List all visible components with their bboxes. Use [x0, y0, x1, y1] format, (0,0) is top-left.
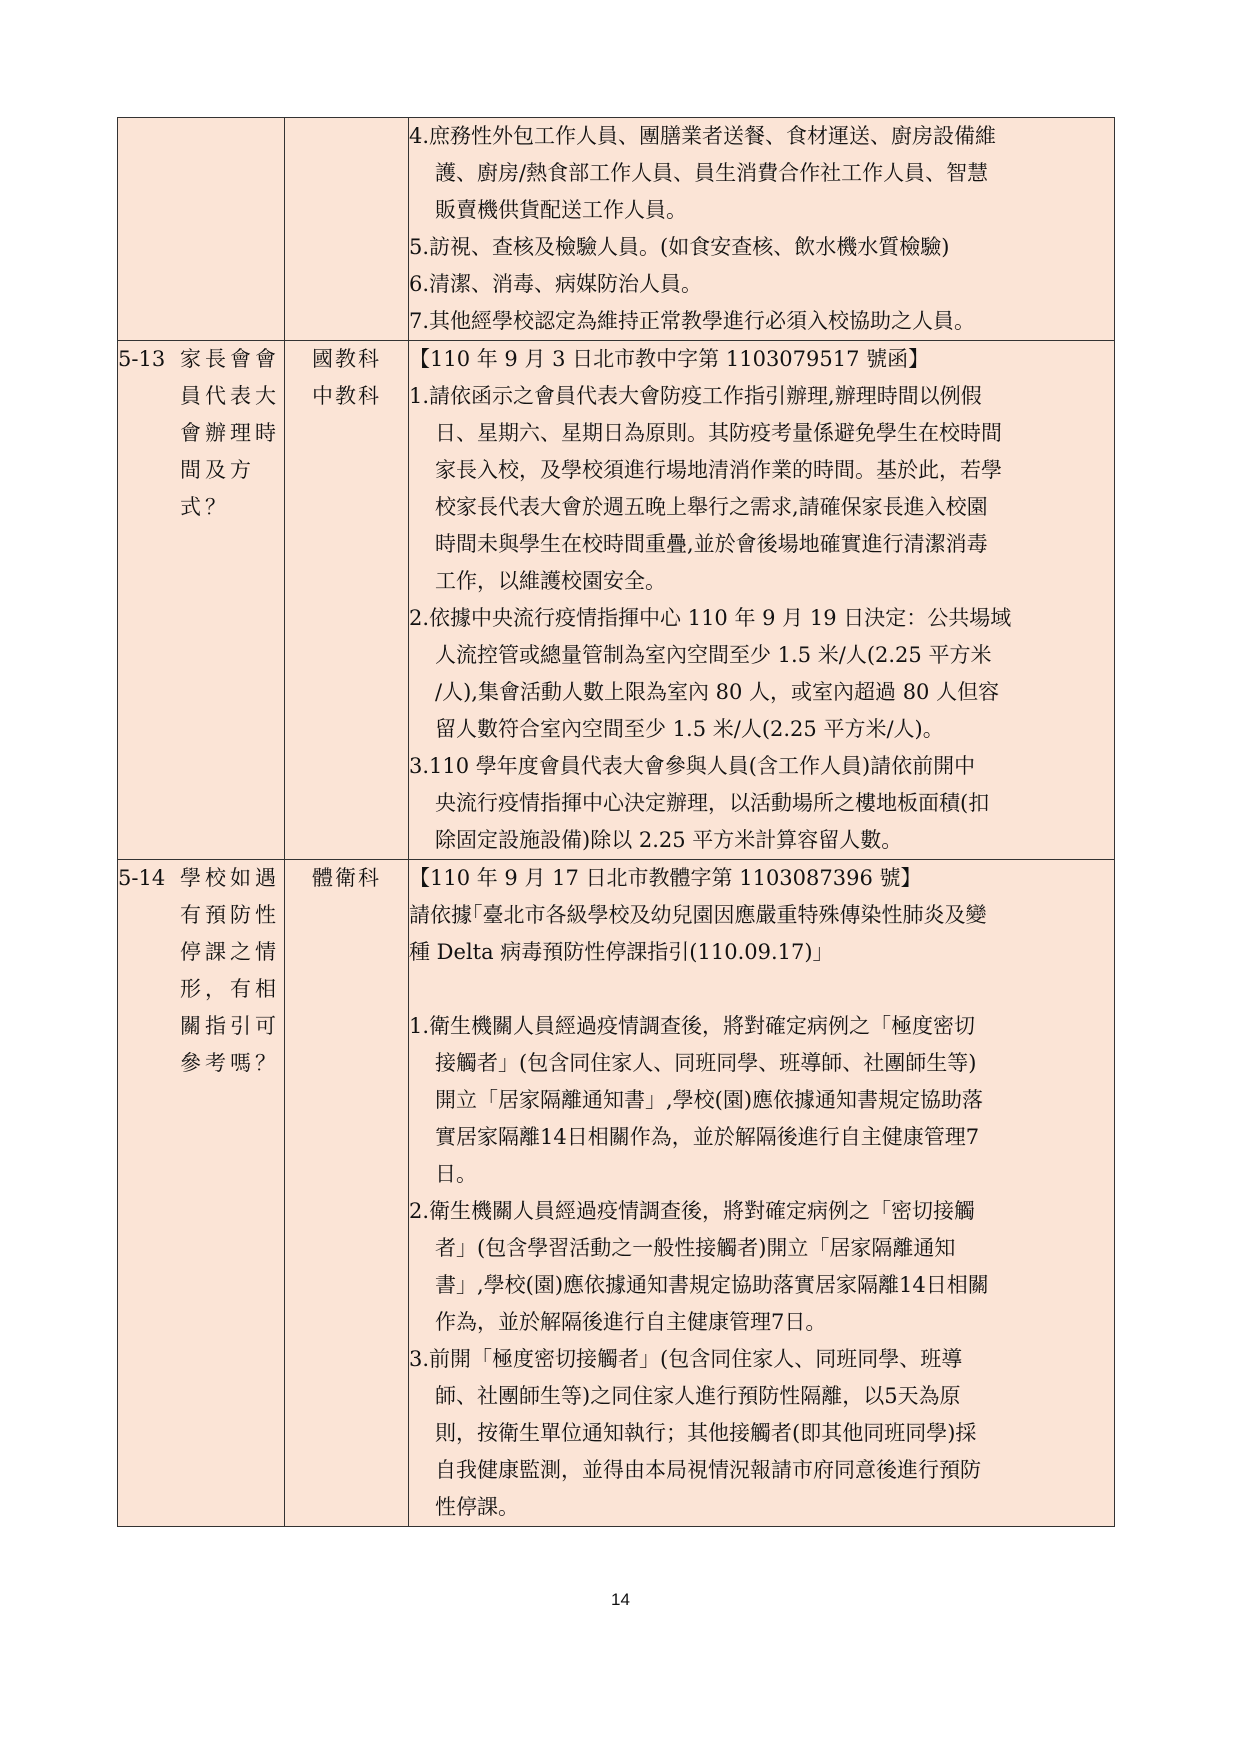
answer-line: 時間未與學生在校時間重疊,並於會後場地確實進行清潔消毒 [435, 532, 988, 556]
department-name: 國教科 [312, 347, 381, 371]
question-line [118, 971, 284, 1008]
answer-line: 3.110 學年度會員代表大會參與人員(含工作人員)請依前開中 [409, 754, 976, 778]
question-number [118, 415, 180, 452]
question-text: 參考嗎？ [180, 1051, 280, 1075]
question-number [118, 1008, 180, 1045]
question-text: 關指引可 [180, 1014, 280, 1038]
question-text: 員代表大 [180, 384, 280, 408]
answer-line: 工作，以維護校園安全。 [435, 569, 666, 593]
question-number [118, 971, 180, 1008]
answer-line: /人),集會活動人數上限為室內 80 人，或室內超過 80 人但容 [435, 680, 1000, 704]
question-text: 有預防性 [180, 903, 280, 927]
answer-line: 接觸者」(包含同住家人、同班同學、班導師、社團師生等) [435, 1051, 977, 1075]
answer-cell [409, 118, 1115, 341]
question-line [118, 415, 284, 452]
answer-line: 5.訪視、查核及檢驗人員。(如食安查核、飲水機水質檢驗) [409, 235, 950, 259]
answer-cell [409, 341, 1115, 860]
answer-line: 7.其他經學校認定為維持正常教學進行必須入校協助之人員。 [409, 309, 976, 333]
page-number: 14 [611, 1590, 630, 1609]
answer-line: 2.依據中央流行疫情指揮中心 110 年 9 月 19 日決定：公共場域 [409, 606, 1012, 630]
question-cell [118, 118, 285, 341]
department-cell [285, 341, 409, 860]
question-line [118, 378, 284, 415]
answer-line: 日。 [435, 1162, 477, 1186]
question-number: 5-14 [118, 866, 166, 890]
department-name: 體衛科 [312, 866, 381, 890]
table-row [118, 341, 1115, 860]
answer-line: 開立「居家隔離通知書」,學校(園)應依據通知書規定協助落 [435, 1088, 984, 1112]
answer-line: 留人數符合室內空間至少 1.5 米/人(2.25 平方米/人)。 [435, 717, 944, 741]
answer-line: 請依據｢臺北市各級學校及幼兒園因應嚴重特殊傳染性肺炎及變 [409, 903, 987, 927]
question-text: 家長會會 [180, 347, 280, 371]
answer-cell [409, 860, 1115, 1527]
answer-line: 販賣機供貨配送工作人員。 [435, 198, 687, 222]
question-line [118, 860, 284, 897]
question-cell [118, 860, 285, 1527]
question-number [118, 452, 180, 489]
answer-line: 校家長代表大會於週五晚上舉行之需求,請確保家長進入校園 [435, 495, 988, 519]
faq-table-body [118, 118, 1115, 1527]
answer-line: 護、廚房/熱食部工作人員、員生消費合作社工作人員、智慧 [435, 161, 989, 185]
answer-line: 性停課。 [435, 1495, 519, 1519]
answer-line: 央流行疫情指揮中心決定辦理，以活動場所之樓地板面積(扣 [435, 791, 990, 815]
answer-line: 實居家隔離14日相關作為，並於解隔後進行自主健康管理7 [435, 1125, 980, 1149]
answer-line: 種 Delta 病毒預防性停課指引(110.09.17)」 [409, 940, 834, 964]
answer-line: 【110 年 9 月 3 日北市教中字第 1103079517 號函】 [409, 347, 930, 371]
question-line [118, 1008, 284, 1045]
answer-line: 除固定設施設備)除以 2.25 平方米計算容留人數。 [435, 828, 903, 852]
question-line [118, 1045, 284, 1082]
question-number [118, 489, 180, 526]
question-text: 會辦理時 [180, 421, 280, 445]
question-line [118, 341, 284, 378]
question-number [118, 897, 180, 934]
question-number: 5-13 [118, 347, 166, 371]
answer-line: 師、社團師生等)之同住家人進行預防性隔離，以5天為原 [435, 1384, 961, 1408]
answer-line: 作為，並於解隔後進行自主健康管理7日。 [435, 1310, 827, 1334]
question-number [118, 378, 180, 415]
answer-line: 3.前開「極度密切接觸者」(包含同住家人、同班同學、班導 [409, 1347, 963, 1371]
question-text: 式？ [180, 495, 230, 519]
question-text: 間及方 [180, 458, 255, 482]
answer-line: 6.清潔、消毒、病媒防治人員。 [409, 272, 703, 296]
question-number [118, 934, 180, 971]
answer-line: 1.衛生機關人員經過疫情調查後，將對確定病例之「極度密切 [409, 1014, 976, 1038]
answer-line: 家長入校，及學校須進行場地清消作業的時間。基於此，若學 [435, 458, 1002, 482]
department-cell [285, 860, 409, 1527]
answer-line: 自我健康監測，並得由本局視情況報請市府同意後進行預防 [435, 1458, 981, 1482]
answer-line: 者」(包含學習活動之一般性接觸者)開立「居家隔離通知 [435, 1236, 956, 1260]
question-text: 停課之情 [180, 940, 280, 964]
answer-line [409, 971, 1114, 1008]
answer-line: 日、星期六、星期日為原則。其防疫考量係避免學生在校時間 [435, 421, 1002, 445]
answer-line: 4.庶務性外包工作人員、團膳業者送餐、食材運送、廚房設備維 [409, 124, 997, 148]
table-row [118, 860, 1115, 1527]
question-text: 學校如遇 [180, 866, 280, 890]
question-line [118, 489, 284, 526]
question-cell [118, 341, 285, 860]
answer-line: 人流控管或總量管制為室內空間至少 1.5 米/人(2.25 平方米 [435, 643, 992, 667]
table-row [118, 118, 1115, 341]
question-line [118, 897, 284, 934]
question-line [118, 452, 284, 489]
question-line [118, 934, 284, 971]
faq-table [117, 117, 1115, 1527]
answer-line: 1.請依函示之會員代表大會防疫工作指引辦理,辦理時間以例假 [409, 384, 982, 408]
question-number [118, 1045, 180, 1082]
department-name: 中教科 [312, 384, 381, 408]
answer-line: 則，按衛生單位通知執行；其他接觸者(即其他同班同學)採 [435, 1421, 977, 1445]
question-text: 形，有相 [180, 977, 280, 1001]
answer-line: 書」,學校(園)應依據通知書規定協助落實居家隔離14日相關 [435, 1273, 989, 1297]
department-cell [285, 118, 409, 341]
answer-line: 2.衛生機關人員經過疫情調查後，將對確定病例之「密切接觸 [409, 1199, 976, 1223]
answer-line: 【110 年 9 月 17 日北市教體字第 1103087396 號】 [409, 866, 922, 890]
